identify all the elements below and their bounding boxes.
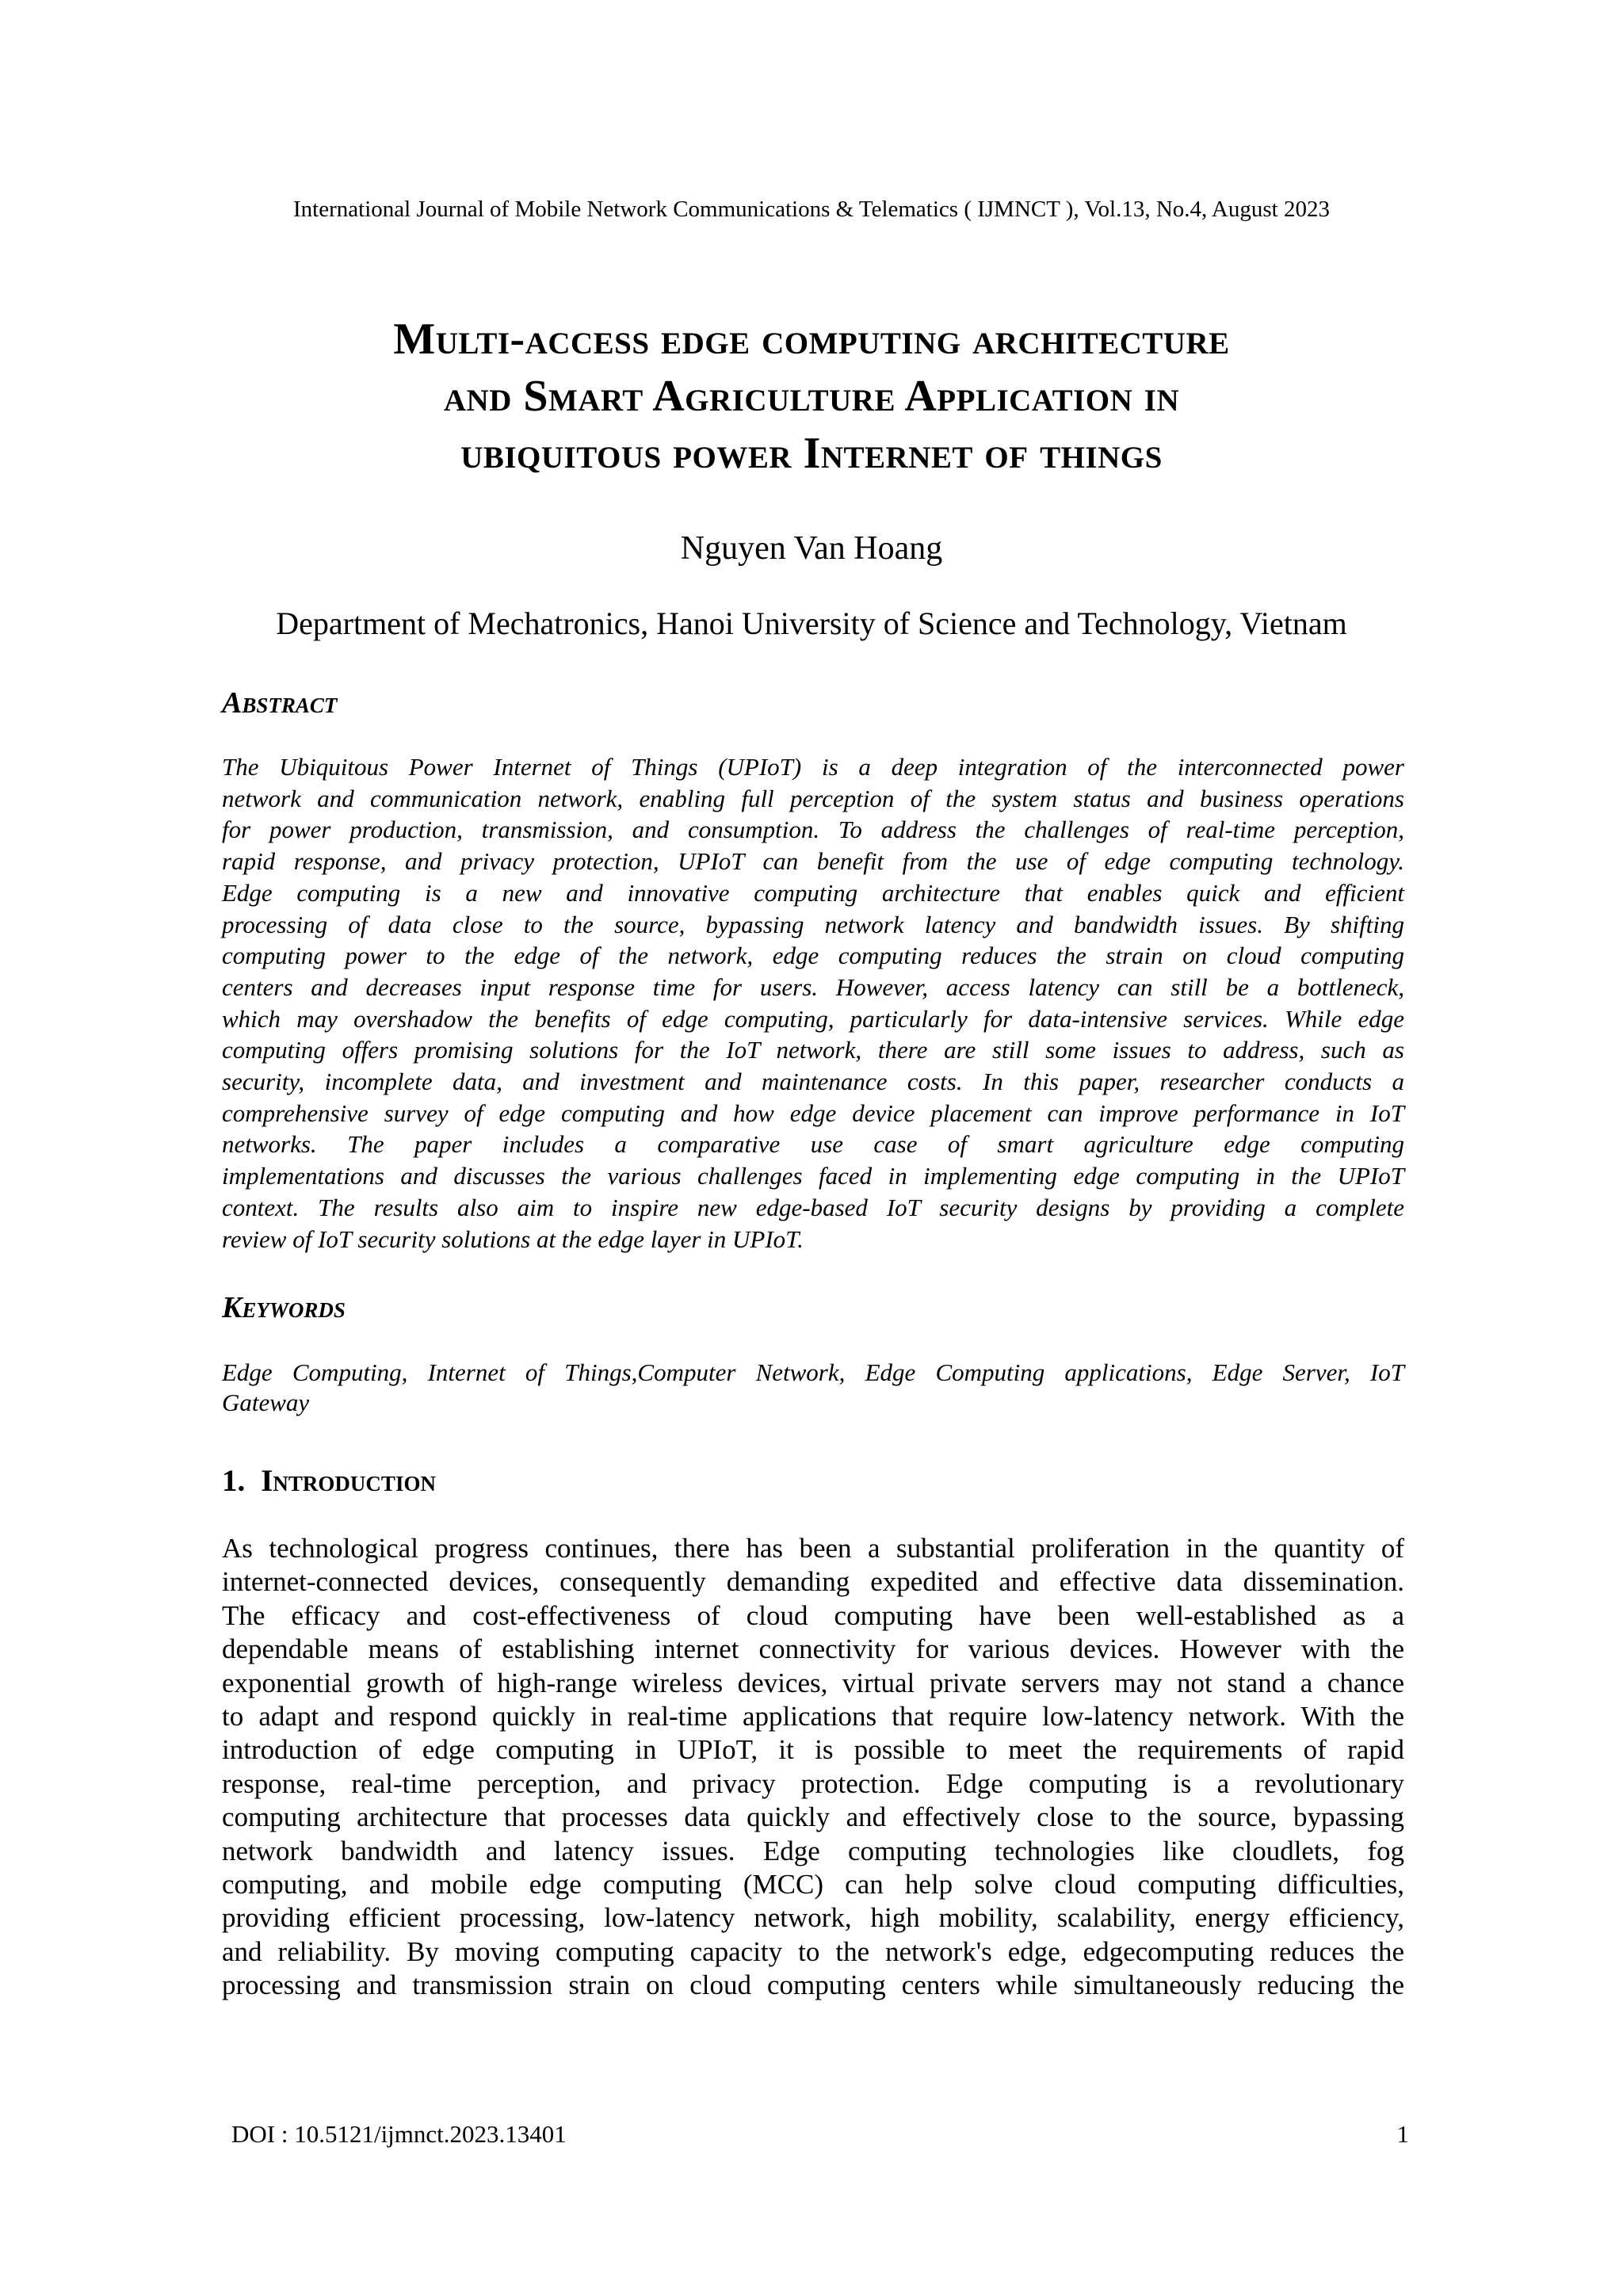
introduction-line: internet-connected devices, consequently demanding expedited and effective data dissemination. xyxy=(222,1566,1404,1598)
introduction-line: computing, and mobile edge computing (MCC) can help solve cloud computing difficulties, xyxy=(222,1869,1404,1901)
keywords-heading: Keywords xyxy=(222,1291,346,1324)
section-number: 1. xyxy=(222,1464,246,1498)
introduction-line: network bandwidth and latency issues. Edge computing technologies like cloudlets, fog xyxy=(222,1835,1404,1866)
keywords-line: Gateway xyxy=(222,1389,310,1416)
abstract-body xyxy=(222,751,1404,1255)
abstract-line: centers and decreases input response time for users. However, access latency can still be a bottleneck, xyxy=(222,972,1404,1001)
introduction-line: processing and transmission strain on cloud computing centers while simultaneously reducing the xyxy=(222,1969,1404,2001)
abstract-line: networks. The paper includes a comparative use case of smart agriculture edge computing xyxy=(222,1130,1404,1159)
abstract-line: which may overshadow the benefits of edge computing, particularly for data-intensive services. While edge xyxy=(222,1004,1404,1033)
introduction-line: response, real-time perception, and privacy protection. Edge computing is a revolutionary xyxy=(222,1767,1404,1799)
introduction-line: and reliability. By moving computing capacity to the network's edge, edgecomputing reduces the xyxy=(222,1935,1404,1967)
keywords-line: Edge Computing, Internet of Things,Computer Network, Edge Computing applications, Edge Server, IoT xyxy=(222,1358,1404,1386)
abstract-line: implementations and discusses the various challenges faced in implementing edge computing in the UPIoT xyxy=(222,1162,1404,1190)
abstract-line: computing power to the edge of the network, edge computing reduces the strain on cloud computing xyxy=(222,942,1404,970)
abstract-line: review of IoT security solutions at the edge layer in UPIoT. xyxy=(222,1224,804,1253)
section-title: Introduction xyxy=(261,1464,436,1498)
abstract-line: processing of data close to the source, bypassing network latency and bandwidth issues. By shifting xyxy=(222,910,1404,938)
paper-title xyxy=(119,311,1504,482)
introduction-line: providing efficient processing, low-latency network, high mobility, scalability, energy efficiency, xyxy=(222,1902,1404,1934)
abstract-line: The Ubiquitous Power Internet of Things (UPIoT) is a deep integration of the interconnected power xyxy=(222,753,1404,781)
abstract-line: network and communication network, enabling full perception of the system status and business operations xyxy=(222,784,1404,812)
introduction-line: computing architecture that processes data quickly and effectively close to the source, bypassing xyxy=(222,1801,1404,1833)
page-number: 1 xyxy=(1396,2120,1409,2148)
abstract-line: comprehensive survey of edge computing and how edge device placement can improve performance in IoT xyxy=(222,1098,1404,1127)
abstract-line: for power production, transmission, and consumption. To address the challenges of real-time perception, xyxy=(222,816,1404,844)
keywords-body xyxy=(222,1358,1404,1418)
abstract-line: security, incomplete data, and investment and maintenance costs. In this paper, researcher conducts a xyxy=(222,1068,1404,1096)
introduction-line: exponential growth of high-range wireless devices, virtual private servers may not stand a chance xyxy=(222,1667,1404,1698)
introduction-line: to adapt and respond quickly in real-time applications that require low-latency network. With the xyxy=(222,1701,1404,1733)
introduction-heading xyxy=(222,1463,436,1499)
abstract-line: computing offers promising solutions for the IoT network, there are still some issues to address, such as xyxy=(222,1036,1404,1064)
introduction-body xyxy=(222,1532,1404,2003)
author-name: Nguyen Van Hoang xyxy=(680,530,943,567)
introduction-line: As technological progress continues, there has been a substantial proliferation in the quantity of xyxy=(222,1533,1404,1564)
journal-header: International Journal of Mobile Network Communications & Telematics ( IJMNCT ), Vol.13, No.4, August 2023 xyxy=(293,197,1330,222)
introduction-line: dependable means of establishing internet connectivity for various devices. However with the xyxy=(222,1633,1404,1665)
abstract-heading: Abstract xyxy=(222,686,338,720)
introduction-line: introduction of edge computing in UPIoT, it is possible to meet the requirements of rapid xyxy=(222,1734,1404,1766)
doi-footer: DOI : 10.5121/ijmnct.2023.13401 xyxy=(231,2120,567,2148)
abstract-line: context. The results also aim to inspire new edge-based IoT security designs by providing a complete xyxy=(222,1193,1404,1221)
introduction-line: The efficacy and cost-effectiveness of cloud computing have been well-established as a xyxy=(222,1599,1404,1631)
abstract-line: Edge computing is a new and innovative computing architecture that enables quick and efficient xyxy=(222,878,1404,907)
title-line: and Smart Agriculture Application in xyxy=(443,372,1180,421)
abstract-line: rapid response, and privacy protection, UPIoT can benefit from the use of edge computing technology. xyxy=(222,847,1404,876)
author-affiliation: Department of Mechatronics, Hanoi University of Science and Technology, Vietnam xyxy=(276,606,1347,641)
title-line: ubiquitous power Internet of things xyxy=(460,429,1163,478)
title-line: Multi-access edge computing architecture xyxy=(393,315,1230,364)
